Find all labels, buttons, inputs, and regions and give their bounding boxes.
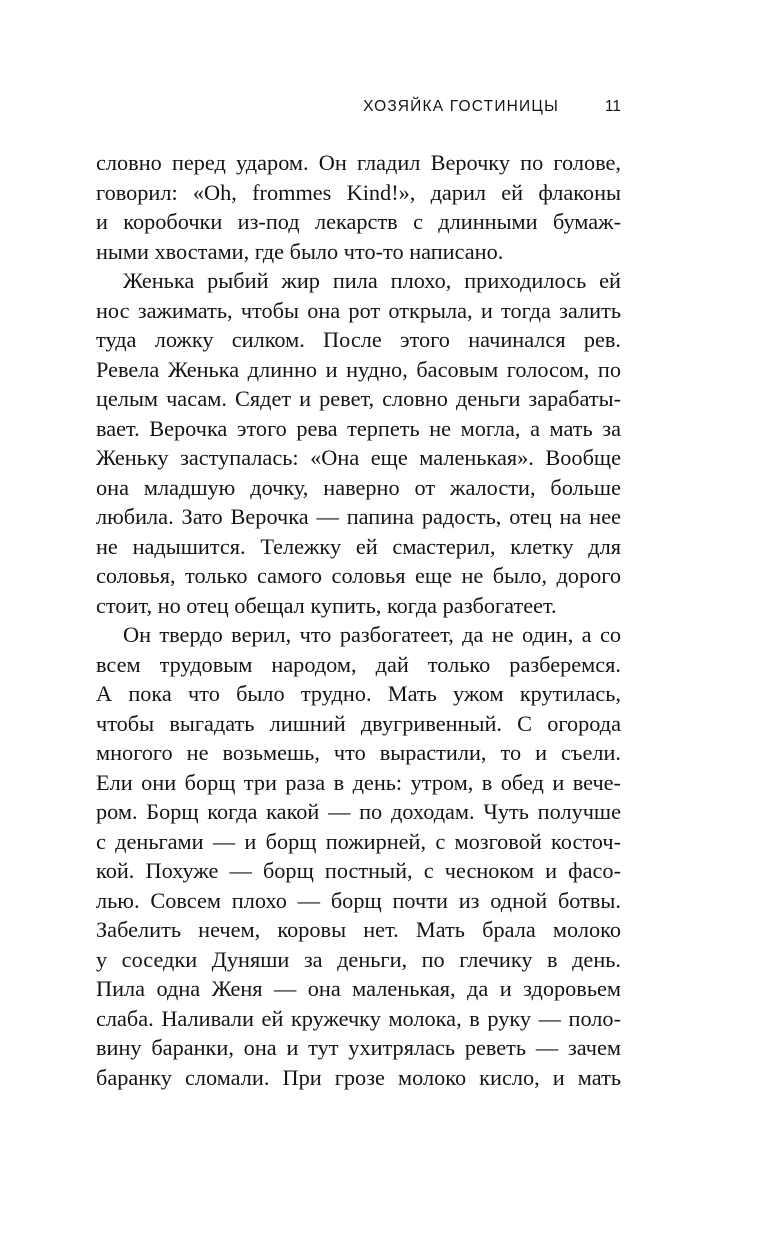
text-line: Он твердо верил, что разбогатеет, да не один, а со — [123, 622, 621, 647]
text-line: чтобы выгадать лишний двугривенный. С огорода — [96, 710, 621, 736]
text-line: стоит, но отец обещал купить, когда разбогатеет. — [96, 592, 557, 618]
text-line: Ревела Женька длинно и нудно, басовым голосом, по — [96, 356, 621, 382]
text-line: лью. Совсем плохо — борщ почти из одной ботвы. — [96, 887, 621, 913]
text-line: нос зажимать, чтобы она рот открыла, и тогда залить — [96, 297, 621, 323]
running-head — [96, 96, 621, 120]
text-line: вину баранки, она и тут ухитрялась реветь — зачем — [96, 1035, 621, 1060]
text-line: Ели они борщ три раза в день: утром, в обед и вече- — [96, 769, 621, 795]
text-line: ными хвостами, где было что-то написано. — [96, 238, 504, 264]
text-line: у соседки Дуняши за деньги, по глечику в день. — [96, 946, 621, 972]
text-line: всем трудовым народом, дай только разберемся. — [96, 651, 621, 677]
text-line: словно перед ударом. Он гладил Верочку по голове, — [96, 150, 621, 175]
text-line: любила. Зато Верочка — папина радость, отец на нее — [96, 504, 621, 529]
text-line: и коробочки из-под лекарств с длинными бумаж- — [96, 209, 621, 234]
text-line: Пила одна Женя — она маленькая, да и здоровьем — [96, 976, 621, 1001]
text-line: говорил: «Oh, frommes Kind!», дарил ей флаконы — [96, 179, 621, 205]
text-line: кой. Похуже — борщ постный, с чесноком и фасо- — [96, 858, 621, 883]
text-line: вает. Верочка этого рева терпеть не могла, а мать за — [96, 415, 621, 441]
text-line: с деньгами — и борщ пожирней, с мозговой косточ- — [96, 828, 621, 854]
text-line: туда ложку силком. После этого начинался рев. — [96, 327, 621, 352]
text-line: А пока что было трудно. Мать ужом крутилась, — [96, 681, 621, 706]
text-line: не надышится. Тележку ей смастерил, клетку для — [96, 533, 621, 559]
text-line: целым часам. Сядет и ревет, словно деньги зарабаты- — [96, 386, 621, 411]
text-line: баранку сломали. При грозе молоко кисло, и мать — [96, 1064, 621, 1090]
text-line: ром. Борщ когда какой — по доходам. Чуть получше — [96, 799, 621, 824]
text-line: соловья, только самого соловья еще не было, дорого — [96, 563, 621, 588]
text-line: Женька рыбий жир пила плохо, приходилось ей — [123, 268, 621, 293]
running-title: ХОЗЯЙКА ГОСТИНИЦЫ — [363, 98, 559, 115]
page-number: 11 — [604, 98, 621, 115]
text-line: многого не возьмешь, что вырастили, то и съели. — [96, 740, 621, 765]
text-line: слаба. Наливали ей кружечку молока, в руку — поло- — [96, 1005, 621, 1031]
text-line: Забелить нечем, коровы нет. Мать брала молоко — [96, 917, 621, 942]
body-text — [96, 148, 621, 1092]
text-line: она младшую дочку, наверно от жалости, больше — [96, 474, 621, 500]
text-line: Женьку заступалась: «Она еще маленькая». Вообще — [96, 445, 621, 470]
